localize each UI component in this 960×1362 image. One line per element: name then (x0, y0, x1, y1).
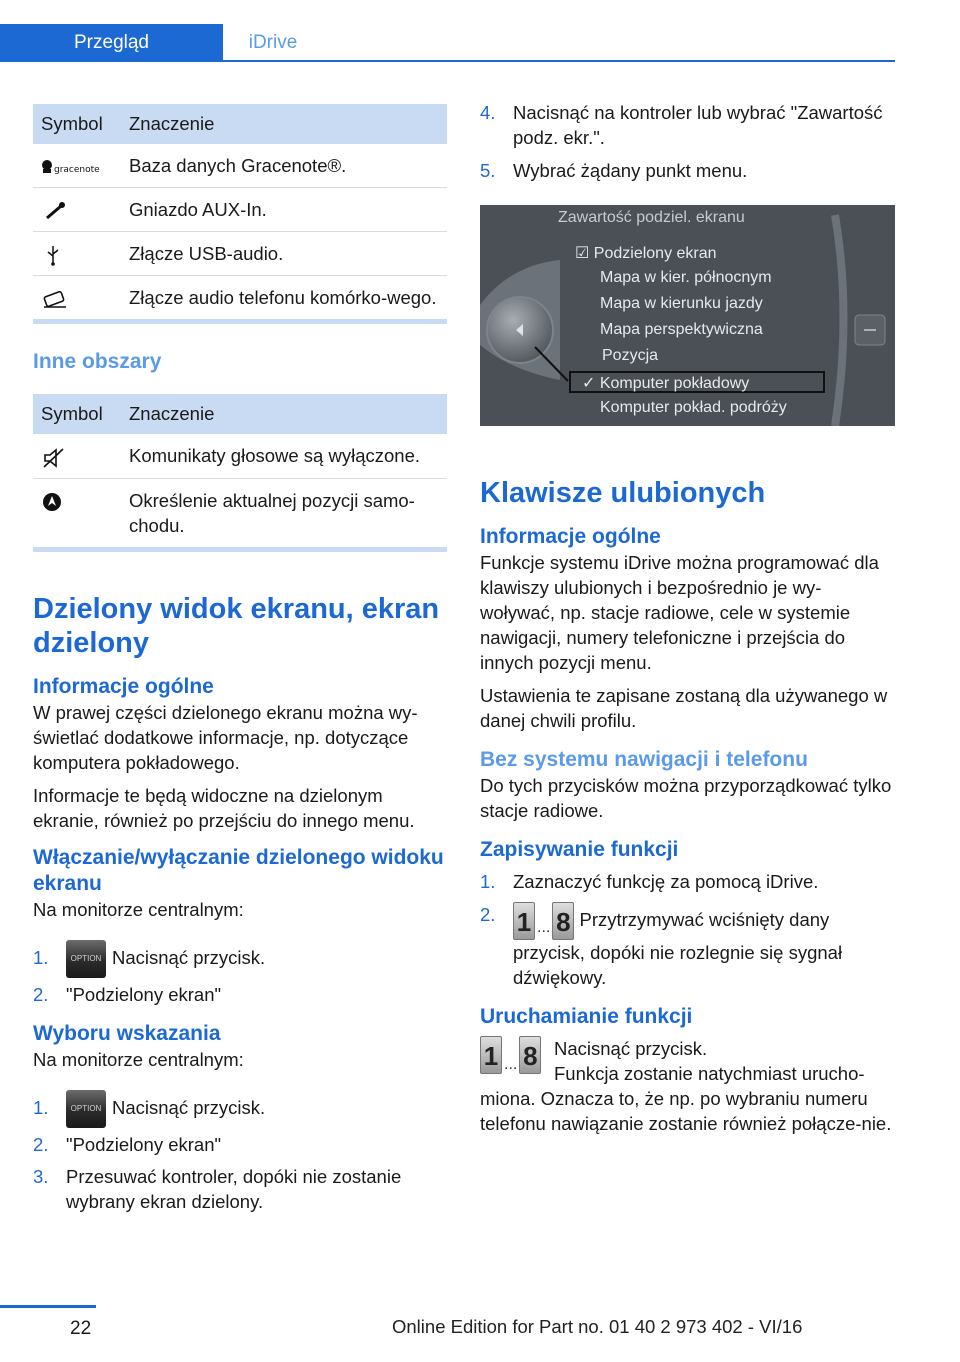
fav-save-heading: Zapisywanie funkcji (480, 838, 679, 861)
favorite-keys-icon: 1 ... 8 (480, 1036, 554, 1086)
table-row (33, 232, 447, 276)
table-cell: Określenie aktualnej pozycji samo‐chodu. (129, 489, 415, 536)
toggle-steps-list (33, 938, 447, 1007)
list-item: 5. Wybrać żądany punkt menu. (480, 160, 748, 181)
fav-run-p1: Nacisnąć przycisk. (554, 1038, 708, 1059)
list-item: 2. "Podzielony ekran" (33, 1133, 222, 1155)
screen-menu-item[interactable]: ☑ Podzielony ekran (575, 245, 717, 262)
screen-menu-item[interactable]: Mapa perspektywiczna (600, 321, 763, 338)
svg-text:gracenote: gracenote (54, 165, 100, 176)
table-row (33, 478, 447, 547)
usb-icon (41, 244, 69, 266)
option-button-icon: OPTION (66, 1090, 106, 1128)
favorites-title: Klawisze ulubionych (480, 477, 766, 509)
screen-menu-item[interactable]: Pozycja (602, 347, 659, 364)
fav-run-block (480, 1036, 895, 1136)
symbol-table-2 (33, 394, 447, 546)
split-toggle-heading: Włączanie/wyłączanie dzielonego widoku ekranu (33, 845, 444, 895)
list-item: 2. 1 ... 8 Przytrzymywać wciśnięty dany przycisk, dopóki nie rozlegnie się sygnał dźwiękowy. (480, 904, 843, 988)
split-toggle-intro: Na monitorze centralnym: (33, 898, 244, 920)
split-select-intro: Na monitorze centralnym: (33, 1048, 244, 1070)
phone-audio-icon (41, 288, 69, 310)
page-number: 22 (70, 1318, 92, 1339)
table-header-symbol: Symbol (33, 394, 121, 434)
fav-nonav-heading: Bez systemu nawigacji i telefonu (480, 748, 808, 771)
fav-general-heading: Informacje ogólne (480, 525, 661, 548)
fav-run-heading: Uruchamianie funkcji (480, 1005, 693, 1028)
fav-run-p2: Funkcja zostanie natychmiast urucho‐miona. Oznacza to, że np. po wybraniu numeru telefonu nawiązanie zostanie również połącze‐nie. (480, 1063, 892, 1134)
footer-edition: Online Edition for Part no. 01 40 2 973 402 - VI/16 (392, 1316, 803, 1337)
speaker-muted-icon (41, 447, 69, 469)
tab-idrive[interactable]: iDrive (223, 24, 323, 62)
screen-menu-item[interactable]: Komputer pokład. podróży (600, 399, 787, 416)
split-select-heading: Wyboru wskazania (33, 1021, 221, 1045)
screen-menu-item-selected[interactable]: ✓ Komputer pokładowy (582, 375, 750, 392)
select-steps-continued (480, 100, 895, 183)
table-row (33, 188, 447, 232)
check-icon: ✓ (582, 375, 596, 392)
table-end-bar (33, 319, 447, 324)
symbol-table-1 (33, 104, 447, 319)
table-header-meaning: Znaczenie (121, 104, 447, 144)
split-general-p2: Informacje te będą widoczne na dzielonym ekranie, również po przejściu do innego menu. (33, 784, 415, 831)
fav-general-p1: Funkcje systemu iDrive można programować dla klawiszy ulubionych i bezpośrednio je wy‐woływać, np. stacje radiowe, cele w systemie nawigacji, numery telefoniczne i przejścia do innych pozycji menu. (480, 552, 879, 673)
table-header-symbol: Symbol (33, 104, 121, 144)
list-item: 2. "Podzielony ekran" (33, 983, 222, 1005)
table-cell: Złącze USB-audio. (121, 232, 447, 276)
footer-divider (0, 1305, 96, 1308)
table-cell: Gniazdo AUX-In. (121, 188, 447, 232)
fav-nonav-p: Do tych przycisków można przyporządkować tylko stacje radiowe. (480, 775, 892, 821)
option-button-icon: OPTION (66, 940, 106, 978)
right-column (480, 100, 895, 1136)
table-row (33, 276, 447, 320)
left-column (33, 104, 447, 1214)
list-item: 1. Zaznaczyć funkcję za pomocą iDrive. (480, 871, 819, 892)
favorite-key-8-icon: 8 (552, 902, 574, 940)
aux-plug-icon (41, 200, 69, 222)
screen-menu-item[interactable]: Mapa w kierunku jazdy (600, 295, 763, 312)
favorite-key-1-icon: 1 (513, 902, 535, 940)
tab-overview[interactable]: Przegląd (0, 24, 223, 62)
split-general-heading: Informacje ogólne (33, 674, 214, 698)
section-heading-other: Inne obszary (33, 350, 162, 374)
header-divider (0, 60, 895, 62)
table-row (33, 144, 447, 188)
list-item: 4. Nacisnąć na kontroler lub wybrać "Zawartość podz. ekr.". (480, 102, 883, 148)
list-item: 1. OPTION Nacisnąć przycisk. (33, 938, 447, 978)
list-item: 1. OPTION Nacisnąć przycisk. (33, 1088, 447, 1128)
position-icon (41, 491, 69, 513)
table-header-meaning: Znaczenie (121, 394, 447, 434)
screen-menu-item[interactable]: Mapa w kier. północnym (600, 269, 772, 286)
table-row (33, 434, 447, 478)
idrive-screen-image (480, 205, 895, 426)
screen-title: Zawartość podziel. ekranu (558, 209, 745, 226)
split-screen-title: Dzielony widok ekranu, ekran dzielony (33, 592, 440, 659)
table-cell: Baza danych Gracenote®. (121, 144, 447, 188)
header-bar (0, 0, 895, 62)
table-end-bar (33, 547, 447, 552)
save-steps-list (480, 869, 895, 990)
table-cell: Komunikaty głosowe są wyłączone. (121, 434, 447, 478)
table-cell: Złącze audio telefonu komórko‐wego. (129, 287, 437, 309)
gracenote-icon (41, 156, 100, 178)
fav-general-p2: Ustawienia te zapisane zostaną dla używanego w danej chwili profilu. (480, 685, 888, 731)
select-steps-list (33, 1088, 447, 1214)
split-general-p1: W prawej części dzielonego ekranu można wy‐świetlać dodatkowe informacje, np. dotyczące komputera pokładowego. (33, 701, 418, 773)
list-item: 3. Przesuwać kontroler, dopóki nie zostanie wybrany ekran dzielony. (33, 1165, 402, 1212)
